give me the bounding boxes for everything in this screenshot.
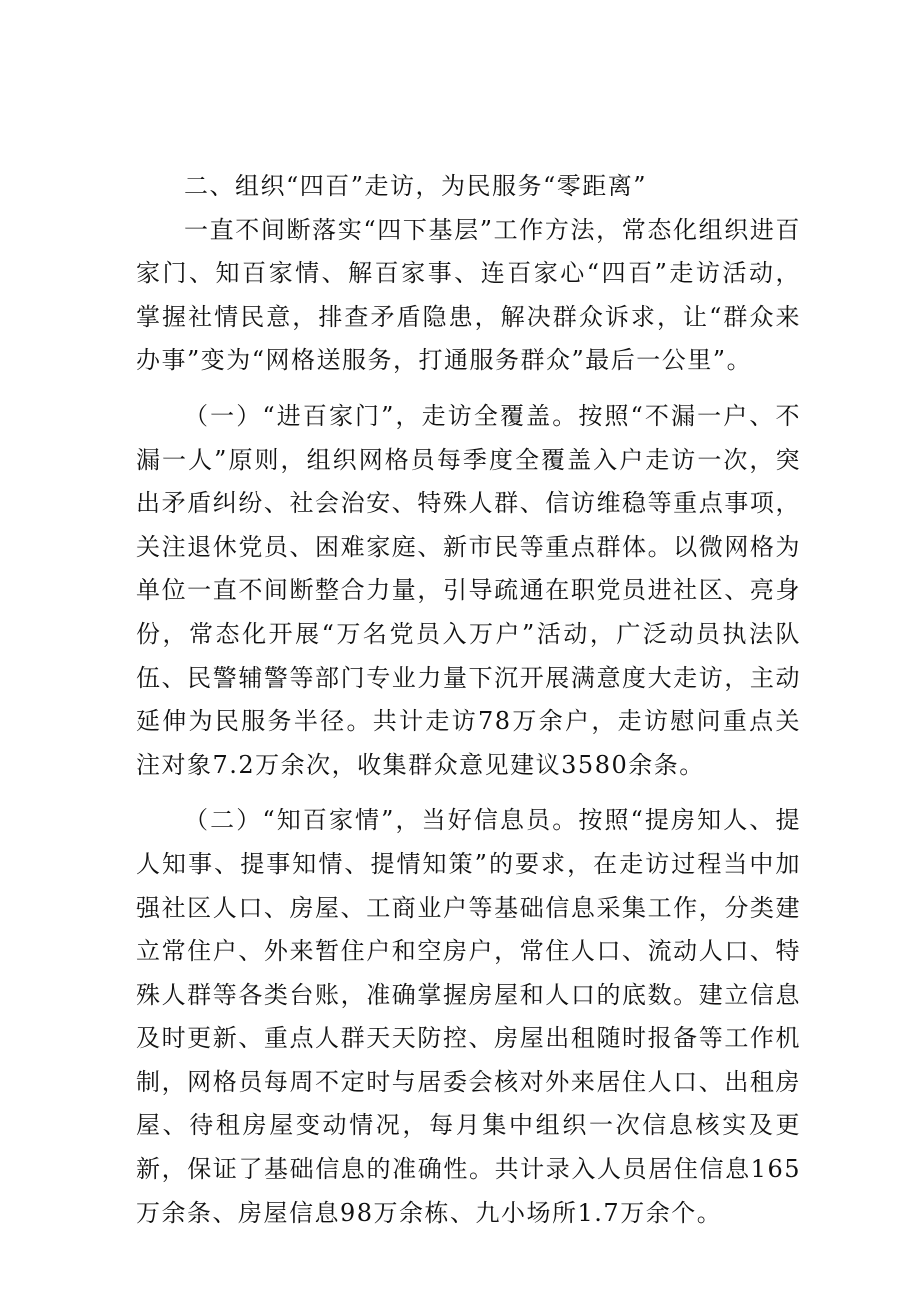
- intro-paragraph: 一直不间断落实“四下基层”工作方法，常态化组织进百家门、知百家情、解百家事、连百家心“四百”走访活动，掌握社情民意，排查矛盾隐患，解决群众诉求，让“群众来办事”变为“网格送服务，打通服务群众”最后一公里”。: [136, 215, 801, 375]
- subsection-one-paragraph: （一）“进百家门”，走访全覆盖。按照“不漏一户、不漏一人”原则，组织网格员每季度全覆盖入户走访一次，突出矛盾纠纷、社会治安、特殊人群、信访维稳等重点事项，关注退休党员、困难家庭、新市民等重点群体。以微网格为单位一直不间断整合力量，引导疏通在职党员进社区、亮身份，常态化开展“万名党员入万户”活动，广泛动员执法队伍、民警辅警等部门专业力量下沉开展满意度大走访，主动延伸为民服务半径。共计走访78万余户，走访慰问重点关注对象7.2万余次，收集群众意见建议3580余条。: [136, 401, 801, 779]
- document-body: [136, 165, 801, 1235]
- section-heading: 二、组织“四百”走访，为民服务“零距离”: [184, 172, 648, 200]
- subsection-two-paragraph: （二）“知百家情”，当好信息员。按照“提房知人、提人知事、提事知情、提情知策”的要求，在走访过程当中加强社区人口、房屋、工商业户等基础信息采集工作，分类建立常住户、外来暂住户和空房户，常住人口、流动人口、特殊人群等各类台账，准确掌握房屋和人口的底数。建立信息及时更新、重点人群天天防控、房屋出租随时报备等工作机制，网格员每周不定时与居委会核对外来居住人口、出租房屋、待租房屋变动情况，每月集中组织一次信息核实及更新，保证了基础信息的准确性。共计录入人员居住信息165万余条、房屋信息98万余栋、九小场所1.7万余个。: [136, 806, 801, 1227]
